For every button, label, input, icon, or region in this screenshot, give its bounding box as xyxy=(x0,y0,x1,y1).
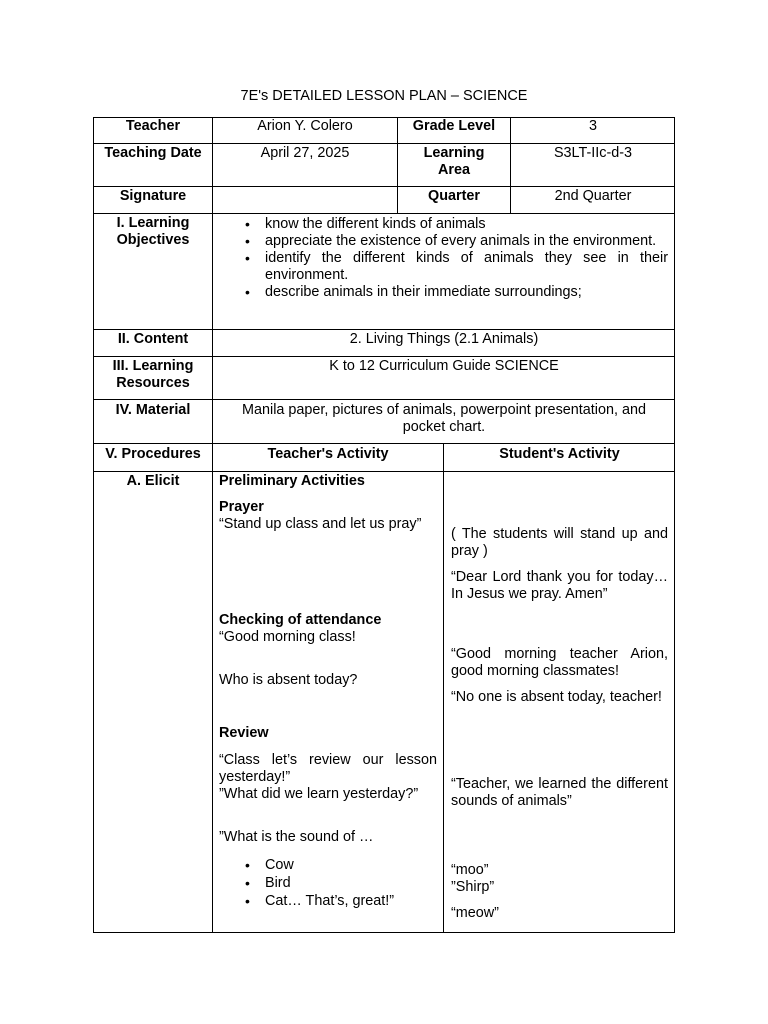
student-sound-bird: ”Shirp” xyxy=(451,879,495,895)
col-divider xyxy=(443,443,444,933)
greeting-line: “Good morning class! xyxy=(219,629,356,645)
preliminary-heading: Preliminary Activities xyxy=(219,473,365,489)
row-divider xyxy=(93,471,675,472)
material-label: IV. Material xyxy=(115,402,191,418)
content-value: 2. Living Things (2.1 Animals) xyxy=(349,331,539,347)
row-divider xyxy=(93,399,675,400)
teaching-date-value: April 27, 2025 xyxy=(260,145,350,161)
sound-list xyxy=(265,856,440,910)
student-sound-cow: “moo” xyxy=(451,862,489,878)
resources-value: K to 12 Curriculum Guide SCIENCE xyxy=(329,358,559,374)
list-item: • Cow xyxy=(265,856,440,874)
learning-area-label: Learning Area xyxy=(423,145,485,178)
material-value: Manila paper, pictures of animals, powerpoint presentation, and pocket chart. xyxy=(242,402,646,435)
objectives-list xyxy=(265,216,668,301)
list-item: • appreciate the existence of every animals in the environment. xyxy=(265,233,668,250)
row-divider xyxy=(93,213,675,214)
signature-label: Signature xyxy=(119,188,187,204)
student-greeting: “Good morning teacher Arion, good morning classmates! xyxy=(451,646,668,679)
grade-level-value: 3 xyxy=(588,118,597,134)
student-review: “Teacher, we learned the different sounds of animals” xyxy=(451,776,668,809)
list-item: • Bird xyxy=(265,874,440,892)
review-line: “Class let’s review our lesson yesterday!” xyxy=(219,752,437,785)
review-question: ”What did we learn yesterday?” xyxy=(219,786,419,802)
student-activity-header: Student's Activity xyxy=(499,446,620,462)
row-divider xyxy=(93,356,675,357)
review-heading: Review xyxy=(219,725,269,741)
list-item: • describe animals in their immediate surroundings; xyxy=(265,284,668,301)
attendance-heading: Checking of attendance xyxy=(219,612,382,628)
row-divider xyxy=(93,443,675,444)
teacher-value: Arion Y. Colero xyxy=(257,118,353,134)
list-item: • Cat… That’s, great!” xyxy=(265,892,440,910)
absent-question: Who is absent today? xyxy=(219,672,358,688)
prayer-line: “Stand up class and let us pray” xyxy=(219,516,422,532)
row-divider xyxy=(93,143,675,144)
sound-question: ”What is the sound of … xyxy=(219,829,374,845)
student-absent: “No one is absent today, teacher! xyxy=(451,689,662,705)
quarter-label: Quarter xyxy=(428,188,480,204)
teaching-date-label: Teaching Date xyxy=(104,145,202,161)
list-item: • know the different kinds of animals xyxy=(265,216,668,233)
procedures-label: V. Procedures xyxy=(105,446,201,462)
elicit-label: A. Elicit xyxy=(126,473,180,489)
list-item: • identify the different kinds of animals they see in their environment. xyxy=(265,250,668,284)
grade-level-label: Grade Level xyxy=(412,118,496,134)
prayer-heading: Prayer xyxy=(219,499,264,515)
document-title: 7E's DETAILED LESSON PLAN – SCIENCE xyxy=(240,88,528,104)
content-label: II. Content xyxy=(117,331,189,347)
quarter-value: 2nd Quarter xyxy=(554,188,632,204)
row-divider xyxy=(93,329,675,330)
resources-label: III. Learning Resources xyxy=(112,358,194,391)
objectives-label: I. Learning Objectives xyxy=(116,215,190,248)
learning-area-value: S3LT-IIc-d-3 xyxy=(553,145,633,161)
student-prayer: “Dear Lord thank you for today…In Jesus we pray. Amen” xyxy=(451,569,668,602)
student-stand-up: ( The students will stand up and pray ) xyxy=(451,526,668,559)
teacher-activity-header: Teacher's Activity xyxy=(267,446,389,462)
col-divider xyxy=(212,117,213,933)
row-divider xyxy=(93,186,675,187)
teacher-label: Teacher xyxy=(125,118,181,134)
student-sound-cat: “meow” xyxy=(451,905,499,921)
